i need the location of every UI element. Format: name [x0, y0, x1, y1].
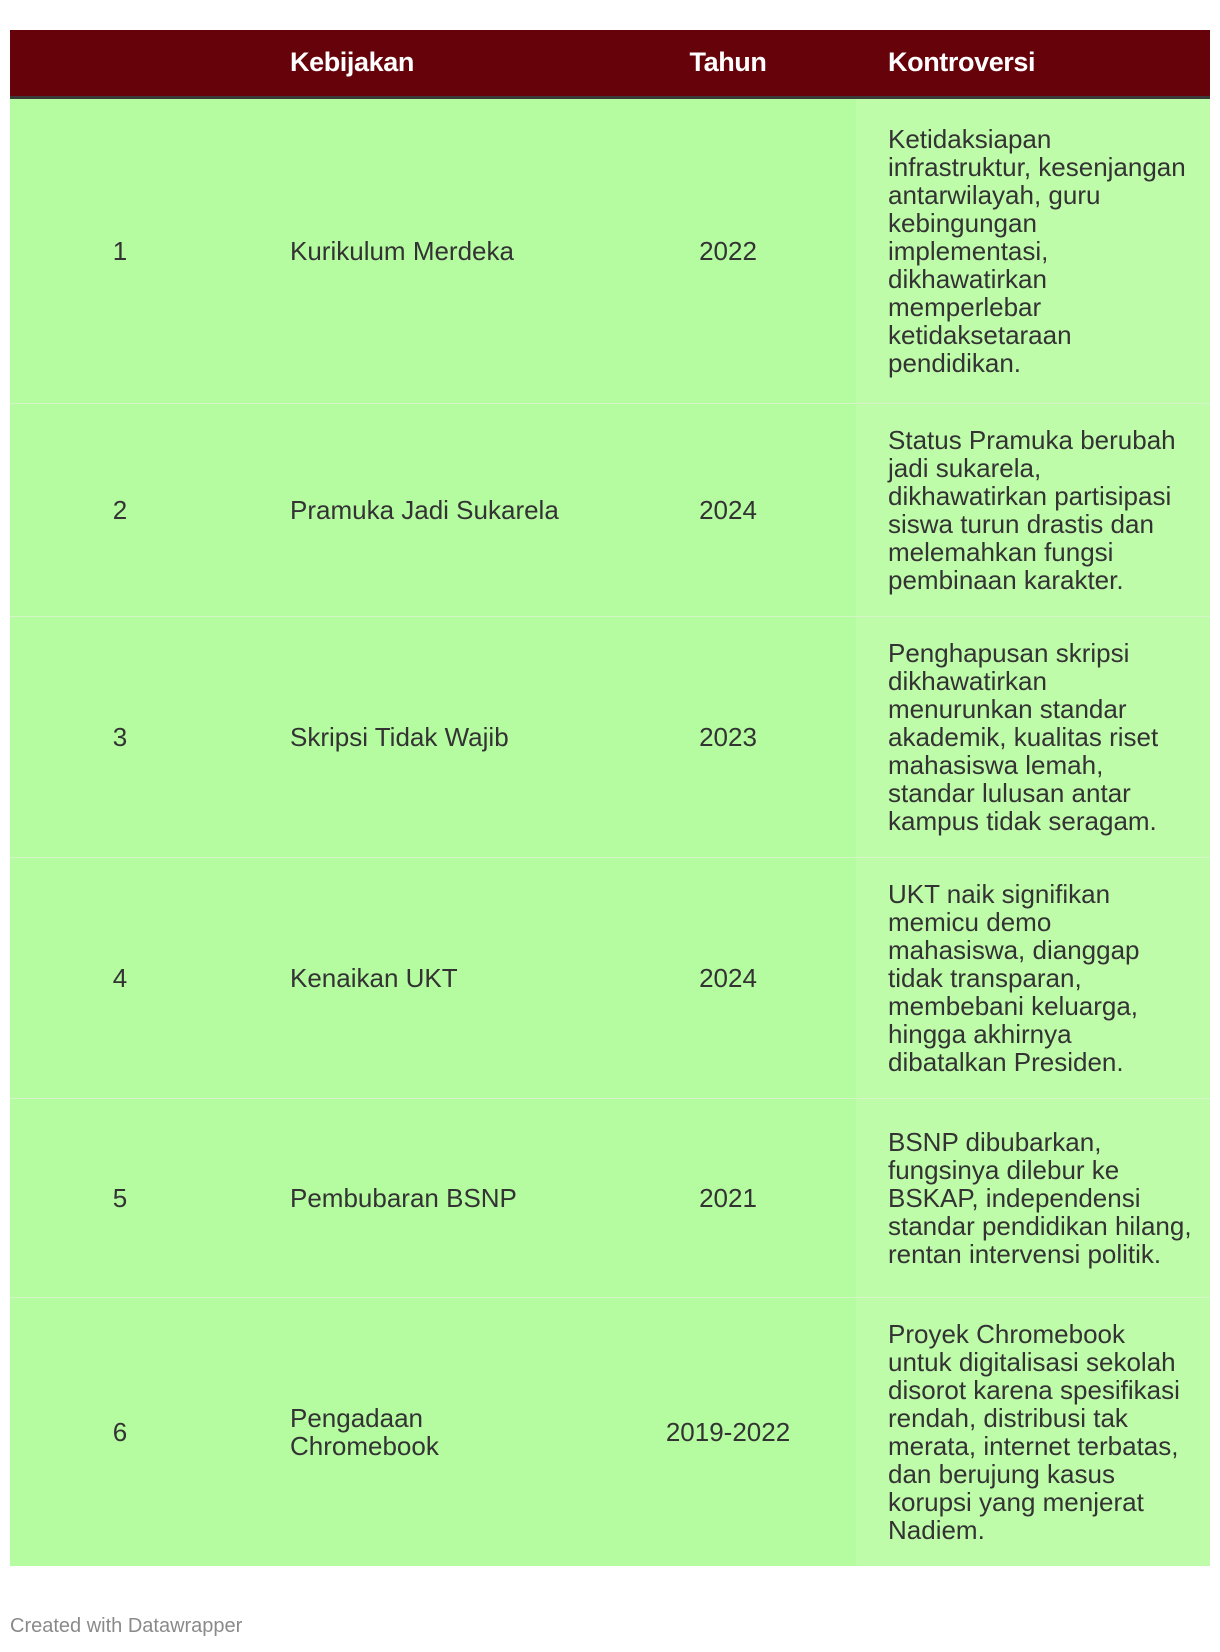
header-number[interactable]: [10, 30, 230, 97]
row-kontroversi: Status Pramuka berubah jadi sukarela, dikhawatirkan partisipasi siswa turun drastis dan melemahkan fungsi pembinaan karakter.: [856, 403, 1210, 616]
row-tahun: 2024: [600, 857, 856, 1098]
row-number: 6: [10, 1297, 230, 1566]
row-tahun: 2022: [600, 97, 856, 403]
header-row: [10, 30, 1210, 97]
header-kontroversi[interactable]: Kontroversi: [888, 47, 1036, 78]
row-kontroversi: Proyek Chromebook untuk digitalisasi sekolah disorot karena spesifikasi rendah, distribusi tak merata, internet terbatas, dan berujung kasus korupsi yang menjerat Nadiem.: [856, 1297, 1210, 1566]
row-kebijakan: Skripsi Tidak Wajib: [230, 616, 600, 857]
row-tahun: 2023: [600, 616, 856, 857]
row-kebijakan: Pembubaran BSNP: [230, 1098, 600, 1297]
row-number: 2: [10, 403, 230, 616]
header-kebijakan[interactable]: Kebijakan: [290, 47, 414, 78]
row-tahun: 2021: [600, 1098, 856, 1297]
table-row: [10, 857, 1210, 1098]
row-number: 5: [10, 1098, 230, 1297]
row-kebijakan: Pengadaan Chromebook: [230, 1297, 600, 1566]
row-number: 4: [10, 857, 230, 1098]
datawrapper-credit[interactable]: Created with Datawrapper: [10, 1615, 243, 1637]
table-row: [10, 97, 1210, 403]
policy-table-container: [10, 30, 1210, 1566]
table-body: [10, 97, 1210, 1566]
table-row: [10, 616, 1210, 857]
table-header: [10, 30, 1210, 97]
row-kontroversi: BSNP dibubarkan, fungsinya dilebur ke BSKAP, independensi standar pendidikan hilang, rentan intervensi politik.: [856, 1098, 1210, 1297]
row-kebijakan: Kenaikan UKT: [230, 857, 600, 1098]
row-kontroversi: Ketidaksiapan infrastruktur, kesenjangan antarwilayah, guru kebingungan implementasi, dikhawatirkan memperlebar ketidaksetaraan pendidikan.: [856, 97, 1210, 403]
table-row: [10, 403, 1210, 616]
row-kontroversi: UKT naik signifikan memicu demo mahasiswa, dianggap tidak transparan, membebani keluarga, hingga akhirnya dibatalkan Presiden.: [856, 857, 1210, 1098]
row-kebijakan: Kurikulum Merdeka: [230, 97, 600, 403]
row-tahun: 2024: [600, 403, 856, 616]
row-kebijakan: Pramuka Jadi Sukarela: [230, 403, 600, 616]
header-tahun[interactable]: Tahun: [689, 47, 767, 78]
table-row: [10, 1098, 1210, 1297]
policy-table: [10, 30, 1210, 1566]
row-kontroversi: Penghapusan skripsi dikhawatirkan menurunkan standar akademik, kualitas riset mahasiswa lemah, standar lulusan antar kampus tidak seragam.: [856, 616, 1210, 857]
row-number: 3: [10, 616, 230, 857]
row-number: 1: [10, 97, 230, 403]
table-row: [10, 1297, 1210, 1566]
row-tahun: 2019-2022: [600, 1297, 856, 1566]
